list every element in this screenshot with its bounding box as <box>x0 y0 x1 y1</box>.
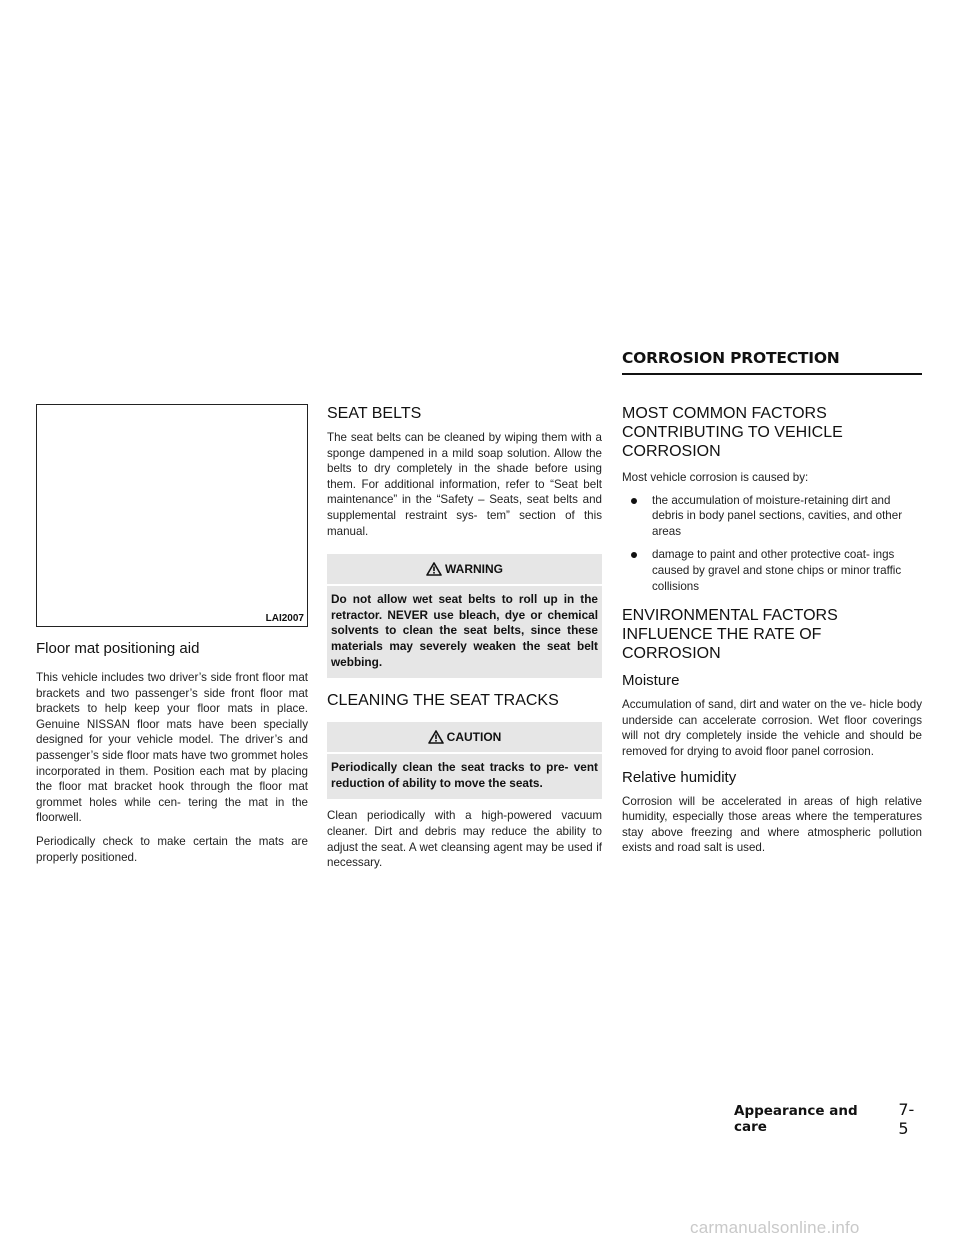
environmental-factors-heading: ENVIRONMENTAL FACTORS INFLUENCE THE RATE OF CORROSION <box>622 607 838 663</box>
caution-title: CAUTION <box>446 730 502 745</box>
warning-triangle-icon <box>426 562 442 576</box>
page-footer <box>734 1100 924 1138</box>
section-rule <box>622 373 922 375</box>
list-item: the accumulation of moisture-retaining dirt and debris in body panel sections, cavities, and other areas <box>622 493 922 540</box>
common-factors-heading: MOST COMMON FACTORS CONTRIBUTING TO VEHICLE CORROSION <box>622 405 843 460</box>
list-item: damage to paint and other protective coat- ings caused by gravel and stone chips or minor traffic collisions <box>622 547 922 594</box>
warning-title: WARNING <box>445 562 503 577</box>
section-title: CORROSION PROTECTION <box>622 349 840 367</box>
caution-text: Periodically clean the seat tracks to pre- vent reduction of ability to move the seats. <box>331 760 598 790</box>
column-1 <box>36 404 308 865</box>
seat-belts-paragraph: The seat belts can be cleaned by wiping them with a sponge dampened in a mild soap solution. Allow the belts to dry completely in the shade before using them. For additional information, refer to “Seat belt maintenance” in the “Safety – Seats, seat belts and supplemental restraint sys- tem” section of this manual. <box>327 431 602 538</box>
warning-box <box>327 554 602 678</box>
moisture-heading: Moisture <box>622 672 680 690</box>
column-2 <box>327 404 602 871</box>
figure-label: LAI2007 <box>265 613 304 624</box>
floor-mat-heading: Floor mat positioning aid <box>36 640 200 657</box>
column-3 <box>622 404 922 856</box>
humidity-heading: Relative humidity <box>622 768 737 786</box>
warning-title-row <box>327 560 602 578</box>
caution-triangle-icon <box>428 730 444 744</box>
page-number: 7-5 <box>898 1100 915 1138</box>
moisture-paragraph: Accumulation of sand, dirt and water on the ve- hicle body underside can accelerate corrosion. Wet floor coverings will not dry completely inside the vehicle and should be removed for drying to avoid floor panel corrosion. <box>622 698 922 758</box>
caution-title-row <box>327 728 602 746</box>
floor-mat-paragraph-1: This vehicle includes two driver’s side front floor mat brackets and two passenger’s side front floor mat brackets to help keep your floor mats in place. Genuine NISSAN floor mats have been specially designed for your vehicle model. The driver’s and passenger’s side floor mats have two grommet holes incorporated in them. Position each mat by placing the floor mat bracket hook through the floor mat grommet holes while cen- tering the mat in the floorwell. <box>36 671 308 825</box>
humidity-paragraph: Corrosion will be accelerated in areas of high relative humidity, especially those areas where the temperatures stay above freezing and where atmospheric pollution exists and road salt is used. <box>622 794 922 855</box>
figure-illustration <box>36 404 308 627</box>
watermark: carmanualsonline.info <box>690 1218 860 1237</box>
seat-tracks-paragraph: Clean periodically with a high-powered vacuum cleaner. Dirt and debris may reduce the ability to adjust the seat. A wet cleansing agent may be used if necessary. <box>327 809 602 870</box>
common-factors-intro: Most vehicle corrosion is caused by: <box>622 471 809 484</box>
floor-mat-paragraph-2: Periodically check to make certain the mats are properly positioned. <box>36 834 308 864</box>
warning-text: Do not allow wet seat belts to roll up in the retractor. NEVER use bleach, dye or chemical solvents to clean the seat belts, since these materials may severely weaken the seat belt webbing. <box>331 592 598 669</box>
common-factors-list <box>622 493 922 595</box>
bullet-dot-icon <box>631 498 637 504</box>
chapter-label: Appearance and care <box>734 1103 858 1135</box>
caution-box <box>327 722 602 799</box>
seat-belts-heading: SEAT BELTS <box>327 405 422 422</box>
seat-tracks-heading: CLEANING THE SEAT TRACKS <box>327 692 559 710</box>
bullet-dot-icon <box>631 552 637 558</box>
